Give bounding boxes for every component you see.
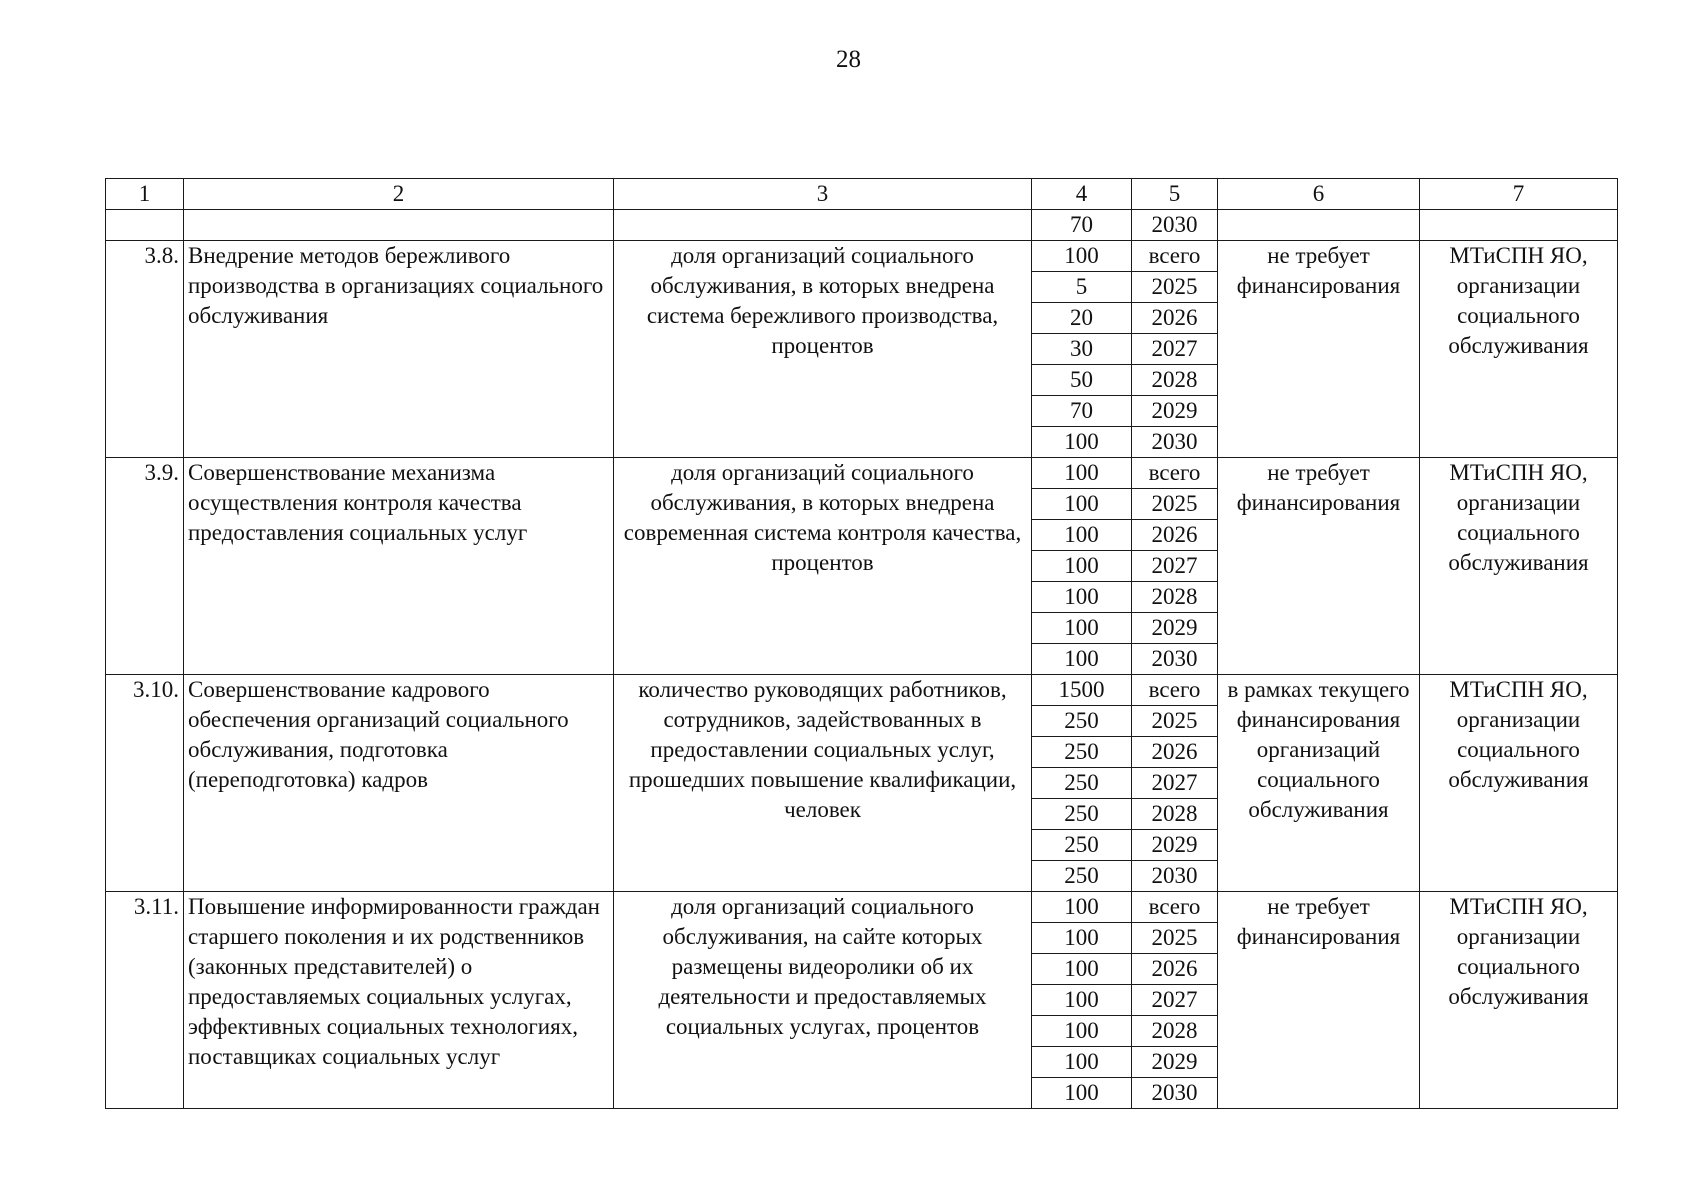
table-row [106, 892, 1618, 923]
indicator-description: количество руководящих работников, сотрудников, задействованных в предоставлении социальных услуг, прошедших повышение квалификации, человек [614, 675, 1032, 892]
header-cell: 6 [1218, 179, 1420, 210]
table-row [106, 241, 1618, 272]
year-cell: 2028 [1132, 365, 1218, 396]
value-cell: 30 [1032, 334, 1132, 365]
year-cell: 2029 [1132, 1047, 1218, 1078]
value-cell: 100 [1032, 644, 1132, 675]
executor-cell: МТиСПН ЯО, организации социального обслуживания [1420, 675, 1618, 892]
value-cell: 250 [1032, 737, 1132, 768]
header-cell: 4 [1032, 179, 1132, 210]
measure-number: 3.11. [106, 892, 184, 1109]
year-cell: 2028 [1132, 1016, 1218, 1047]
indicator-description: доля организаций социального обслуживания, в которых внедрена современная система контроля качества, процентов [614, 458, 1032, 675]
year-cell: 2025 [1132, 706, 1218, 737]
year-cell: всего [1132, 241, 1218, 272]
measure-name: Совершенствование кадрового обеспечения организаций социального обслуживания, подготовка (переподготовка) кадров [184, 675, 614, 892]
year-cell: 2030 [1132, 1078, 1218, 1109]
value-cell: 100 [1032, 1078, 1132, 1109]
value-cell: 50 [1032, 365, 1132, 396]
year-cell: 2030 [1132, 861, 1218, 892]
table-row [106, 458, 1618, 489]
value-cell: 250 [1032, 799, 1132, 830]
year-cell: 2025 [1132, 923, 1218, 954]
executor-cell: МТиСПН ЯО, организации социального обслуживания [1420, 458, 1618, 675]
measure-number: 3.8. [106, 241, 184, 458]
value-cell: 100 [1032, 923, 1132, 954]
measures-table [105, 178, 1618, 1109]
executor-cell: МТиСПН ЯО, организации социального обслуживания [1420, 241, 1618, 458]
indicator-description: доля организаций социального обслуживания, в которых внедрена система бережливого производства, процентов [614, 241, 1032, 458]
value-cell: 100 [1032, 427, 1132, 458]
measure-name: Внедрение методов бережливого производства в организациях социального обслуживания [184, 241, 614, 458]
empty-cell [1218, 210, 1420, 241]
year-cell: 2026 [1132, 520, 1218, 551]
value-cell: 20 [1032, 303, 1132, 334]
value-cell: 100 [1032, 1047, 1132, 1078]
value-cell: 100 [1032, 1016, 1132, 1047]
value-cell: 100 [1032, 582, 1132, 613]
funding-cell: не требует финансирования [1218, 458, 1420, 675]
funding-cell: в рамках текущего финансирования организаций социального обслуживания [1218, 675, 1420, 892]
measure-name: Повышение информированности граждан старшего поколения и их родственников (законных представителей) о предоставляемых социальных услугах, эффективных социальных технологиях, поставщиках социальных услуг [184, 892, 614, 1109]
year-cell: всего [1132, 675, 1218, 706]
empty-cell [1420, 210, 1618, 241]
value-cell: 5 [1032, 272, 1132, 303]
value-cell: 100 [1032, 613, 1132, 644]
value-cell: 70 [1032, 396, 1132, 427]
empty-cell [184, 210, 614, 241]
value-cell: 70 [1032, 210, 1132, 241]
value-cell: 250 [1032, 830, 1132, 861]
measure-number: 3.9. [106, 458, 184, 675]
value-cell: 100 [1032, 551, 1132, 582]
header-cell: 7 [1420, 179, 1618, 210]
continuation-row [106, 210, 1618, 241]
header-cell: 5 [1132, 179, 1218, 210]
value-cell: 100 [1032, 241, 1132, 272]
year-cell: 2030 [1132, 644, 1218, 675]
year-cell: 2027 [1132, 334, 1218, 365]
value-cell: 100 [1032, 520, 1132, 551]
page-number: 28 [836, 46, 861, 73]
indicator-description: доля организаций социального обслуживания, на сайте которых размещены видеоролики об их деятельности и предоставляемых социальных услугах, процентов [614, 892, 1032, 1109]
year-cell: 2030 [1132, 427, 1218, 458]
value-cell: 100 [1032, 954, 1132, 985]
year-cell: 2026 [1132, 737, 1218, 768]
funding-cell: не требует финансирования [1218, 241, 1420, 458]
executor-cell: МТиСПН ЯО, организации социального обслуживания [1420, 892, 1618, 1109]
header-cell: 2 [184, 179, 614, 210]
value-cell: 100 [1032, 985, 1132, 1016]
year-cell: всего [1132, 458, 1218, 489]
year-cell: 2029 [1132, 613, 1218, 644]
measure-number: 3.10. [106, 675, 184, 892]
header-row [106, 179, 1618, 210]
value-cell: 100 [1032, 458, 1132, 489]
year-cell: 2027 [1132, 551, 1218, 582]
year-cell: 2026 [1132, 303, 1218, 334]
value-cell: 1500 [1032, 675, 1132, 706]
value-cell: 100 [1032, 892, 1132, 923]
year-cell: 2029 [1132, 830, 1218, 861]
value-cell: 100 [1032, 489, 1132, 520]
value-cell: 250 [1032, 768, 1132, 799]
year-cell: 2027 [1132, 985, 1218, 1016]
value-cell: 250 [1032, 706, 1132, 737]
year-cell: 2028 [1132, 582, 1218, 613]
header-cell: 3 [614, 179, 1032, 210]
year-cell: 2025 [1132, 272, 1218, 303]
header-cell: 1 [106, 179, 184, 210]
value-cell: 250 [1032, 861, 1132, 892]
year-cell: 2029 [1132, 396, 1218, 427]
measure-name: Совершенствование механизма осуществления контроля качества предоставления социальных услуг [184, 458, 614, 675]
empty-cell [614, 210, 1032, 241]
year-cell: 2030 [1132, 210, 1218, 241]
table-row [106, 675, 1618, 706]
empty-cell [106, 210, 184, 241]
funding-cell: не требует финансирования [1218, 892, 1420, 1109]
year-cell: всего [1132, 892, 1218, 923]
year-cell: 2025 [1132, 489, 1218, 520]
year-cell: 2027 [1132, 768, 1218, 799]
year-cell: 2026 [1132, 954, 1218, 985]
year-cell: 2028 [1132, 799, 1218, 830]
